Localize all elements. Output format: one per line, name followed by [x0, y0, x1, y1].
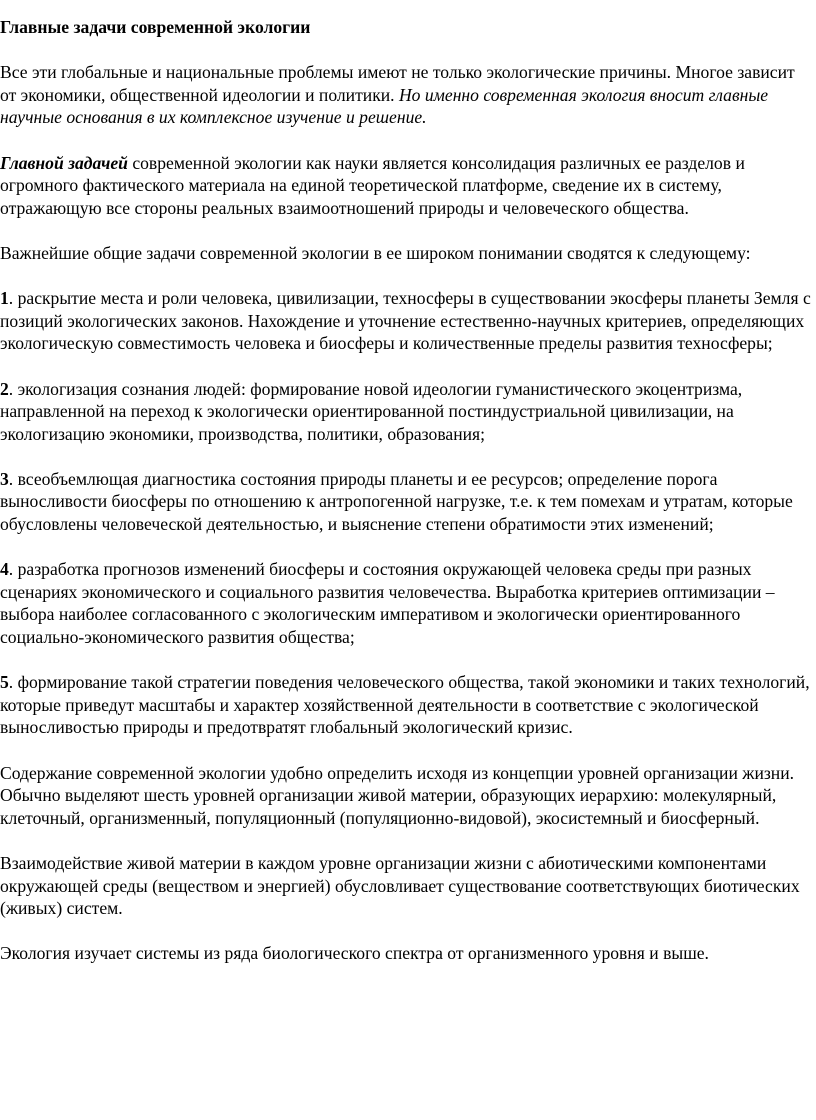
main-task-emphasis: Главной задачей — [0, 152, 128, 173]
task-text: . всеобъемлющая диагностика состояния природы планеты и ее ресурсов; определение порога выносливости биосферы по отношению к антропогенной нагрузке, т.е. к тем помехам и утратам, которые обусловлены человеческой деятельностью, и выяснение степени обратимости этих изменений; — [0, 468, 793, 535]
task-text: . раскрытие места и роли человека, цивилизации, техносферы в существовании экосферы планеты Земля с позиций экологических законов. Нахождение и уточнение естественно-научных критериев, определяющих экологическую совместимость человека и биосферы и количественные пределы развития техносферы; — [0, 288, 811, 354]
tasks-lead-paragraph: Важнейшие общие задачи современной экологии в ее широком понимании сводятся к следующему: — [0, 242, 751, 263]
final-paragraph: Экология изучает системы из ряда биологического спектра от организменного уровня и выше. — [0, 943, 709, 964]
task-item-2 — [0, 378, 812, 446]
task-text: . экологизация сознания людей: формирование новой идеологии гуманистического экоцентризма, направленной на переход к экологически ориентированной постиндустриальной цивилизации, на экологизацию экономики, производства, политики, образования; — [0, 378, 743, 444]
interaction-paragraph: Взаимодействие живой материи в каждом уровне организации жизни с абиотическими компонентами окружающей среды (веществом и энергией) обусловливает существование соответствующих биотических (живых) систем. — [0, 852, 800, 919]
levels-paragraph: Содержание современной экологии удобно определить исходя из концепции уровней организации жизни. Обычно выделяют шесть уровней организации живой материи, образующих иерархию: молекулярный, клеточный, организменный, популяционный (популяционно-видовой), экосистемный и биосферный. — [0, 762, 795, 828]
main-task-paragraph — [0, 152, 812, 220]
task-item-5 — [0, 671, 812, 739]
task-number: 5 — [0, 672, 9, 693]
task-item-3 — [0, 468, 812, 536]
task-item-4 — [0, 558, 812, 648]
document-page — [0, 16, 812, 988]
task-text: . формирование такой стратегии поведения человеческого общества, такой экономики и таких технологий, которые приведут масштабы и характер хозяйственной деятельности в соответствие с экологической выносливостью природы и предотвратят глобальный экологический кризис. — [0, 672, 810, 738]
task-number: 4 — [0, 559, 9, 580]
task-number: 2 — [0, 378, 9, 399]
page-title: Главные задачи современной экологии — [0, 17, 311, 37]
task-number: 3 — [0, 468, 9, 489]
task-item-1 — [0, 287, 812, 355]
task-number: 1 — [0, 288, 9, 309]
task-text: . разработка прогнозов изменений биосферы и состояния окружающей человека среды при разных сценариях экономического и социального развития человечества. Выработка критериев оптимизации – выбора наиболее согласованного с экологическим императивом и экологически ориентированного социально-экономического развития общества; — [0, 559, 775, 648]
intro-paragraph — [0, 61, 812, 129]
main-task-text: современной экологии как науки является консолидация различных ее разделов и огромного фактического материала на единой теоретической платформе, сведение их в систему, отражающую все стороны реальных взаимоотношений природы и человеческого общества. — [0, 152, 745, 218]
intro-text: Все эти глобальные и национальные проблемы имеют не только экологические причины. Многое зависит от экономики, общественной идеологии и политики. — [0, 62, 795, 105]
intro-italic-text: Но именно современная экология вносит главные научные основания в их комплексное изучение и решение. — [0, 84, 769, 128]
